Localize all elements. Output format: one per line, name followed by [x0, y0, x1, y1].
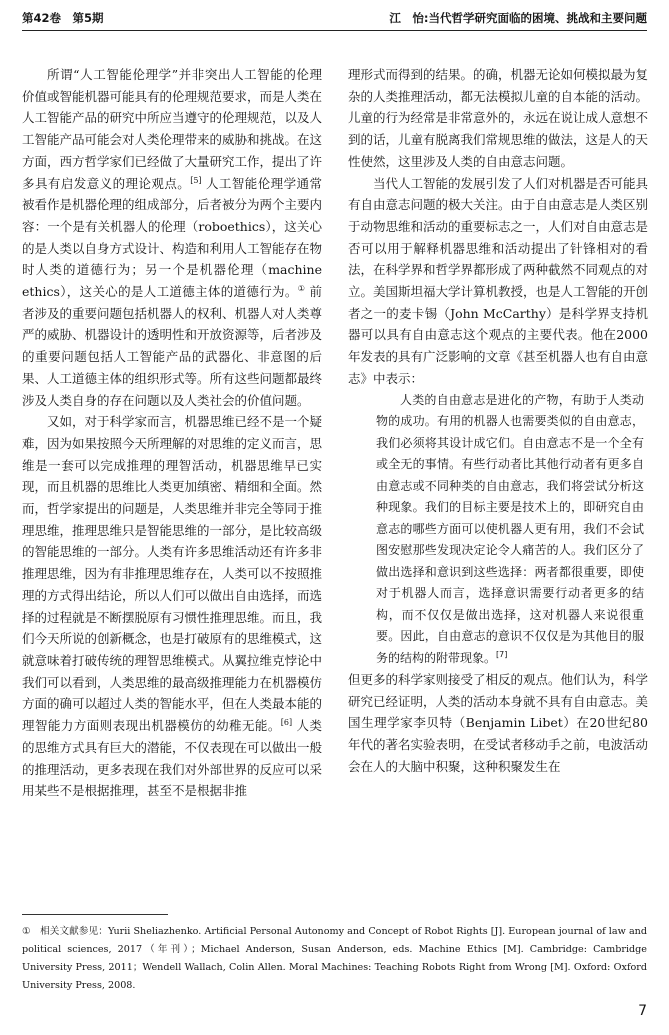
paragraph-text: 又如，对于科学家而言，机器思维已经不是一个疑难，因为如果按照今天所理解的对思维的定义而言，思维是一套可以完成推理的理智活动，机器思维早已实现，而且机器的思维比人类更加缜密、精细和全面。然而，哲学家提出的问题是，人类思维并非完全等同于推理思维，推理思维只是智能思维的一部分，是比较高级的智能思维的一部分。人类有许多思维活动还有许多非推理思维，因为有非推理思维存在，人类可以不按照推理的方式得出结论，所以人们可以做出自由选择，而选择的过程就是不断摆脱原有习惯性推理思维。而且，我们今天所说的创新概念，也是打破原有的思维模式，这就意味着打破传统的理智思维模式。从翼拉维克悖论中我们可以看到，人类思维的最高级推理能力在机器模仿方面的确可以超过人类的智能水平，但在人类最本能的理智能力方面则表现出机器模仿的幼稚无能。: [22, 414, 323, 734]
paragraph-ai-ethics: [22, 64, 322, 411]
citation-ref: [6]: [280, 717, 293, 727]
page-number: 7: [638, 1003, 647, 1019]
footnote-ref: ①: [297, 283, 306, 293]
footnote: [22, 923, 647, 995]
block-quote-mccarthy: [376, 390, 644, 670]
article-running-title: 江 怡:当代哲学研究面临的困境、挑战和主要问题: [389, 11, 647, 25]
paragraph-text: 前者涉及的重要问题包括机器人的权利、机器人对人类尊严的威胁、机器设计的透明性和开放资源等，后者涉及的重要问题包括人工智能产品的武器化、非意图的后果、人工道德主体的组织形式等。所有这些问题都最终涉及人类自身的存在问题以及人类社会的价值问题。: [22, 284, 323, 408]
journal-volume-issue: 第42卷 第5期: [22, 11, 104, 25]
paragraph-free-will: 当代人工智能的发展引发了人们对机器是否可能具有自由意志问题的极大关注。由于自由意志是人类区别于动物思维和活动的重要标志之一，人们对自由意志是否可以用于解释机器思维和活动提出了针锋相对的看法，在科学界和哲学界都形成了两种截然不同观点的对立。美国斯坦福大学计算机教授，也是人工智能的开创者之一的麦卡锡（John McCarthy）是科学界支持机器可以具有自由意志这个观点的主要代表。他在2000年发表的具有广泛影响的文章《甚至机器人也有自由意志》中表示：: [348, 175, 649, 386]
paragraph-libet: 但更多的科学家则接受了相反的观点。他们认为，科学研究已经证明，人类的活动本身就不具有自由意志。美国生理学家李贝特（Benjamin Libet）在20世纪80年代的著名实验表明，在受试者移动手之前，电波活动会在人的大脑中积聚，这种积聚发生在: [348, 672, 649, 774]
paragraph-text: 所谓“人工智能伦理学”并非突出人工智能的伦理价值或智能机器可能具有的伦理规范要求，而是人类在人工智能产品的研究中所应当遵守的伦理规范，以及人工智能产品可能会对人类伦理带来的威胁和挑战。在这方面，西方哲学家们已经做了大量研究工作，提出了许多具有启发意义的理论观点。: [22, 67, 323, 191]
footnote-marker: ①: [22, 926, 31, 937]
quote-text: 人类的自由意志是进化的产物，有助于人类动物的成功。有用的机器人也需要类似的自由意志，我们必须将其设计成它们。自由意志不是一个全有或全无的事情。有些行动者比其他行动者有更多自由意志或不同种类的自由意志，我们将尝试分析这种现象。我们的目标主要是技术上的，即研究自由意志的哪些方面可以使机器人更有用，我们不会试图安慰那些发现决定论令人痛苦的人。我们区分了做出选择和意识到这些选择：两者都很重要，即使对于机器人而言，选择意识需要行动者更多的结构，而不仅仅是做出选择，这对机器人来说很重要。因此，自由意志的意识不仅仅是为其他目的服务的结构的附带现象。: [376, 392, 644, 665]
paragraph-text: 人工智能伦理学通常被看作是机器伦理的组成部分，后者被分为两个主要内容：一个是有关机器人的伦理（roboethics），这关心的是人类以自身方式设计、构造和利用人工智能存在物时人类的道德行为；另一个是机器伦理（machine ethics），这关心的是人工道德主体的道德行为。: [22, 175, 323, 300]
paragraph-continuation: 理形式而得到的结果。的确，机器无论如何模拟最为复杂的人类推理活动，都无法模拟儿童的自本能的活动。儿童的行为经常是非常意外的，永远在说让成人意想不到的话，儿童有脱离我们常规思维的做法，这是人的天性使然，这里涉及人类的自由意志问题。: [348, 67, 649, 169]
citation-ref: [5]: [190, 175, 202, 185]
paragraph-machine-thinking: [22, 411, 322, 802]
footnote-rule: [22, 914, 168, 915]
running-header: [22, 6, 647, 28]
right-column: [348, 64, 648, 778]
citation-ref: [7]: [496, 649, 508, 659]
left-column: [22, 64, 322, 802]
header-rule: [22, 30, 647, 31]
footnote-text: 相关文献参见：Yurii Sheliazhenko. Artificial Personal Autonomy and Concept of Robot Rights [J]. European journal of law and political sciences, 2017（年刊）；Michael Anderson, Susan Anderson, eds. Machine Ethics [M]. Cambridge: Cambridge University Press, 2011；Wendell Wallach, Colin Allen. Moral Machines: Teaching Robots Right from Wrong [M]. Oxford: Oxford University Press, 2008.: [22, 926, 647, 991]
paragraph-text: 人类的思维方式具有巨大的潜能，不仅表现在可以做出一般的推理活动，更多表现在我们对外部世界的反应可以采用某些不是根据推理，甚至不是根据非推: [22, 718, 323, 799]
